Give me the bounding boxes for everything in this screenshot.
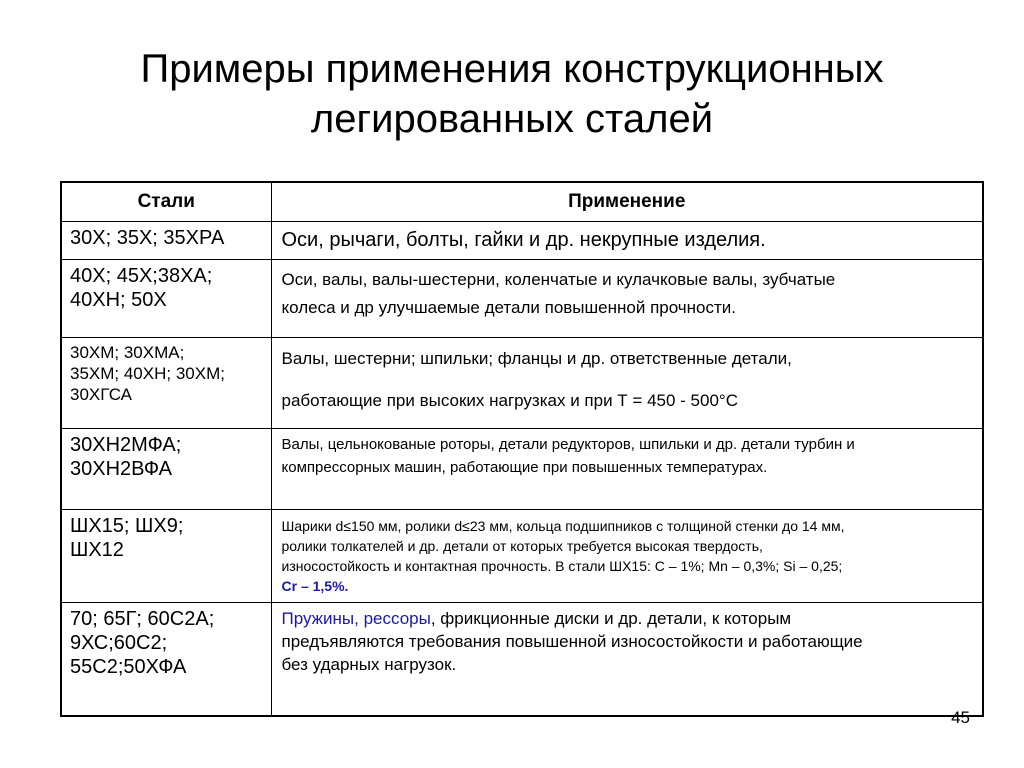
table-row	[61, 221, 983, 259]
slide-title-line-2: легированных сталей	[310, 97, 714, 141]
table-row	[61, 509, 983, 602]
application-cell	[271, 428, 983, 509]
application-text: Валы, шестерни; шпильки; фланцы и др. ответственные детали,	[281, 348, 792, 368]
application-cell	[271, 221, 983, 259]
steels-cell	[61, 428, 271, 509]
steels-text: 9ХС;60С2;	[70, 631, 168, 654]
application-text-rest: , фрикционные диски и др. детали, к которым	[430, 608, 792, 628]
steels-text: ШХ12	[70, 538, 124, 561]
steels-text: 55С2;50ХФА	[70, 655, 187, 678]
table-row	[61, 428, 983, 509]
steels-cell	[61, 259, 271, 337]
steels-text: 35ХМ; 40ХН; 30ХМ;	[70, 363, 225, 383]
table-header-row	[61, 182, 983, 221]
application-highlight: Пружины, рессоры	[281, 608, 431, 628]
application-text: Оси, валы, валы-шестерни, коленчатые и кулачковые валы, зубчатые	[281, 269, 836, 289]
application-text: компрессорных машин, работающие при повышенных температурах.	[281, 458, 768, 476]
steels-text: ШХ15; ШХ9;	[70, 514, 184, 537]
steels-application-table	[60, 181, 984, 717]
application-text: Оси, рычаги, болты, гайки и др. некрупные изделия.	[281, 228, 766, 251]
application-highlight: Cr – 1,5%.	[281, 577, 349, 594]
steels-text: 30ХН2ВФА	[70, 457, 172, 480]
application-text: Шарики d≤150 мм, ролики d≤23 мм, кольца подшипников с толщиной стенки до 14 мм,	[281, 517, 845, 534]
application-text: без ударных нагрузок.	[281, 654, 457, 674]
application-cell	[271, 259, 983, 337]
application-cell	[271, 509, 983, 602]
steels-cell	[61, 602, 271, 716]
steels-text: 70; 65Г; 60С2А;	[70, 607, 215, 630]
application-text: предъявляются требования повышенной износостойкости и работающие	[281, 631, 863, 651]
application-text	[282, 607, 973, 630]
application-text: износостойкость и контактная прочность. В стали ШХ15: С – 1%; Mn – 0,3%; Si – 0,25;	[281, 557, 843, 574]
application-text: колеса и др улучшаемые детали повышенной прочности.	[281, 297, 737, 317]
application-cell	[271, 602, 983, 716]
steels-text: 30Х; 35Х; 35ХРА	[70, 226, 225, 249]
steels-text: 30ХГСА	[70, 384, 132, 404]
application-text: работающие при высоких нагрузках и при Т = 450 - 500°С	[281, 390, 738, 410]
steels-cell	[61, 221, 271, 259]
application-text: ролики толкателей и др. детали от которых требуется высокая твердость,	[281, 537, 763, 554]
table-row	[61, 259, 983, 337]
steels-cell	[61, 509, 271, 602]
page-number: 45	[951, 708, 970, 727]
table-row	[61, 602, 983, 716]
application-cell	[271, 337, 983, 428]
header-steels: Стали	[61, 182, 271, 221]
steels-cell	[61, 337, 271, 428]
steels-text: 40ХН; 50Х	[70, 288, 167, 311]
application-text: Валы, цельнокованые роторы, детали редукторов, шпильки и др. детали турбин и	[281, 435, 855, 453]
steels-text: 30ХН2МФА;	[70, 433, 182, 456]
table-row	[61, 337, 983, 428]
steels-text: 30ХМ; 30ХМА;	[70, 342, 185, 362]
steels-text: 40Х; 45Х;38ХА;	[70, 264, 213, 287]
slide-title	[40, 44, 984, 144]
header-application: Применение	[271, 182, 983, 221]
slide-title-line-1: Примеры применения конструкционных	[140, 47, 884, 91]
